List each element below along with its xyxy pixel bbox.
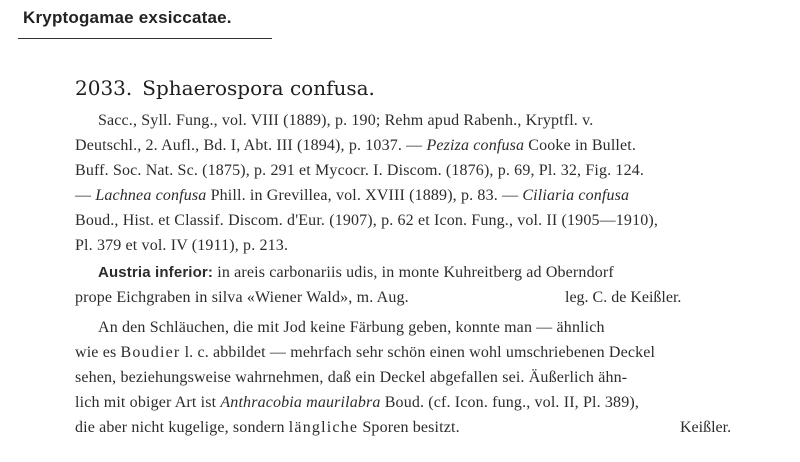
note-text: l. c. abbildet — mehrfach sehr schön einen wohl umschriebenen Deckel	[180, 344, 656, 361]
header-underline	[18, 38, 272, 39]
species-name: Sphaerospora confusa.	[142, 76, 375, 100]
locality-text: in areis carbonariis udis, in monte Kuhreitberg ad Oberndorf	[213, 264, 614, 281]
reference-line	[75, 136, 636, 156]
note-line	[75, 343, 655, 363]
reference-text: —	[75, 187, 96, 204]
author-name: Boudier	[120, 344, 181, 361]
locality-line	[98, 263, 614, 283]
reference-text: Deutschl., 2. Aufl., Bd. I, Abt. III (1894), p. 1037. —	[75, 137, 427, 154]
reference-line	[75, 186, 629, 206]
reference-line: Boud., Hist. et Classif. Discom. d'Eur. (1907), p. 62 et Icon. Fung., vol. II (1905—1910),	[75, 212, 658, 229]
note-line	[75, 393, 639, 413]
reference-text: Cooke in Bullet.	[524, 137, 637, 154]
reference-text: Phill. in Grevillea, vol. XVIII (1889), p. 83. —	[206, 187, 523, 204]
collector-label: leg. C. de Keißler.	[565, 289, 682, 306]
locality-line: prope Eichgraben in silva «Wiener Wald», m. Aug.	[75, 289, 409, 306]
emphasis-text: längliche	[288, 419, 359, 436]
collection-header: Kryptogamae exsiccatae.	[23, 8, 232, 27]
reference-line: Buff. Soc. Nat. Sc. (1875), p. 291 et Mycocr. I. Discom. (1876), p. 69, Pl. 32, Fig. 124.	[75, 162, 645, 179]
note-text: die aber nicht kugelige, sondern	[75, 419, 289, 436]
note-line: An den Schläuchen, die mit Jod keine Färbung geben, konnte man — ähnlich	[98, 319, 605, 336]
synonym-name: Lachnea confusa	[95, 187, 207, 204]
note-text: wie es	[75, 344, 121, 361]
note-line	[75, 418, 460, 438]
entry-number: 2033.	[75, 76, 133, 100]
synonym-name: Ciliaria confusa	[522, 187, 630, 204]
note-text: Sporen besitzt.	[358, 419, 460, 436]
reference-line: Sacc., Syll. Fung., vol. VIII (1889), p. 190; Rehm apud Rabenh., Kryptfl. v.	[98, 112, 594, 129]
note-line: sehen, beziehungsweise wahrnehmen, daß ein Deckel abgefallen sei. Äußerlich ähn-	[75, 369, 628, 386]
species-reference: Anthracobia maurilabra	[220, 394, 381, 411]
species-title	[75, 76, 375, 100]
reference-line: Pl. 379 et vol. IV (1911), p. 213.	[75, 237, 289, 254]
synonym-name: Peziza confusa	[426, 137, 525, 154]
note-text: lich mit obiger Art ist	[75, 394, 221, 411]
note-author: Keißler.	[680, 419, 732, 436]
region-label: Austria inferior:	[98, 264, 214, 281]
note-text: Boud. (cf. Icon. fung., vol. II, Pl. 389),	[380, 394, 639, 411]
